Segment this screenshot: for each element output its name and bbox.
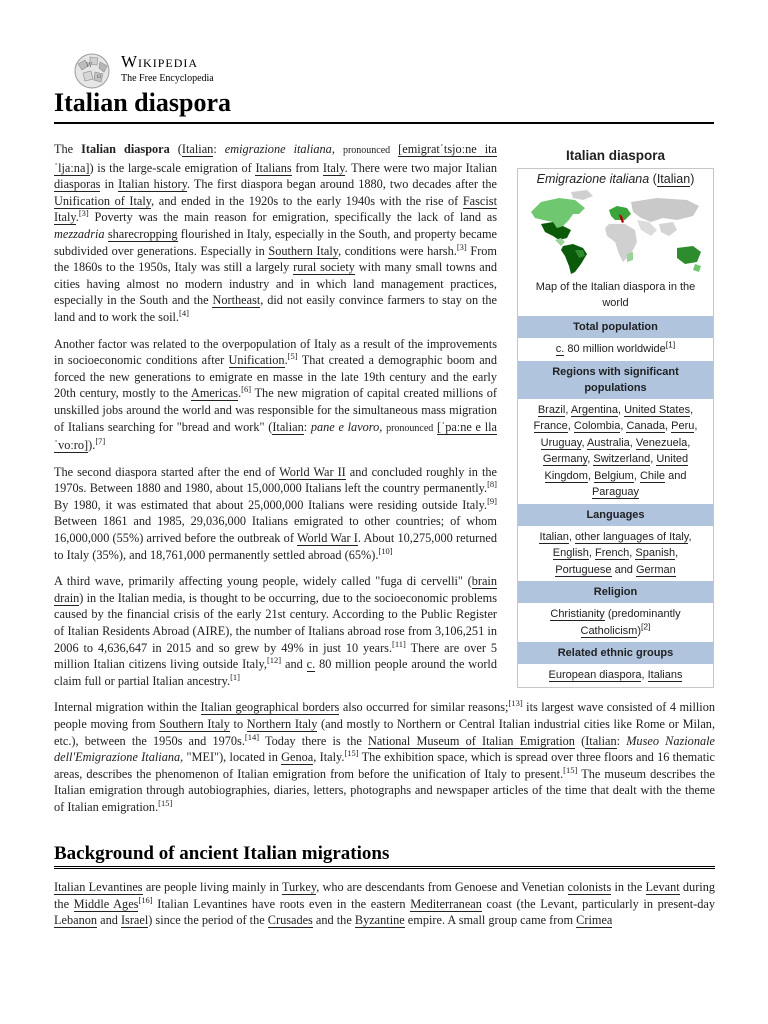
pronounced-label: pronounced xyxy=(386,422,434,434)
link-italy[interactable]: Italy xyxy=(322,160,345,175)
link-italians[interactable]: Italians xyxy=(255,160,292,175)
link-lebanon[interactable]: Lebanon xyxy=(54,913,98,928)
link-diasporas[interactable]: diasporas xyxy=(54,177,101,192)
citation-link[interactable]: [15] xyxy=(158,797,173,808)
citation-link[interactable]: [14] xyxy=(244,731,260,742)
language-link[interactable]: French xyxy=(595,547,630,559)
link-italian-language[interactable]: Italian xyxy=(181,142,214,156)
link-italian-language[interactable]: Italian xyxy=(272,419,304,434)
region-link[interactable]: Uruguay xyxy=(540,436,582,449)
infobox-religion-value: Christianity (predominantly Catholicism)[2] xyxy=(550,608,681,637)
region-link[interactable]: Chile xyxy=(639,469,666,482)
wikipedia-tagline: The Free Encyclopedia xyxy=(121,73,214,84)
citation-link[interactable]: [1] xyxy=(665,339,676,350)
link-world-war-ii[interactable]: World War II xyxy=(279,464,346,479)
link-italian-geographical-borders[interactable]: Italian geographical borders xyxy=(200,700,340,715)
svg-text:Ω: Ω xyxy=(97,74,102,80)
bold-term: Italian diaspora xyxy=(81,142,170,156)
link-turkey[interactable]: Turkey xyxy=(281,880,317,895)
citation-link[interactable]: [12] xyxy=(266,655,282,666)
region-link[interactable]: Venezuela xyxy=(635,436,688,449)
infobox-regions-list: Brazil, Argentina, United States, France, Colombia, Canada, Peru, Uruguay, Australia, Venezuela, Germany, Switzerland, United Kingdom, Belgium, Chile and Paraguay xyxy=(533,403,698,498)
link-crimea[interactable]: Crimea xyxy=(576,913,613,928)
region-link[interactable]: Australia xyxy=(586,436,630,449)
infobox-header-regions: Regions with significant populations xyxy=(518,361,713,399)
citation-link[interactable]: [9] xyxy=(487,495,497,506)
paragraph-second-diaspora: The second diaspora started after the end of World War II and concluded roughly in the 1970s. Between 1880 and 1980, about 15,000,000 Italians left the country permanently.[8] By 1980, it was estimated that about 25,000,000 Italians were residing outside Italy.[9] Between 1861 and 1985, 29,036,000 Italians emigrated to other countries; of whom 16,000,000 (55%) arrived before the outbreak of World War I. About 10,275,000 returned to Italy (35%), and 18,761,000 permanently settled abroad (65%).[10] xyxy=(54,464,497,562)
citation-link[interactable]: [1] xyxy=(230,671,240,682)
citation-link[interactable]: [8] xyxy=(487,479,497,490)
section-heading-background: Background of ancient Italian migrations xyxy=(54,846,715,870)
link-unification[interactable]: Unification xyxy=(228,353,285,368)
infobox-native-name: Emigrazione italiana (Italian) xyxy=(536,172,695,186)
region-link[interactable]: Germany xyxy=(542,453,588,465)
citation-link[interactable]: [4] xyxy=(179,307,189,318)
infobox xyxy=(517,146,714,688)
link-americas[interactable]: Americas xyxy=(190,386,239,401)
citation-link[interactable]: [16] xyxy=(138,894,153,905)
link-sharecropping[interactable]: sharecropping xyxy=(107,226,178,241)
ipa-pronunciation[interactable]: [emigratˈtsjoːne itaˈljaːna] xyxy=(54,142,498,175)
related-link[interactable]: Italians xyxy=(647,669,683,681)
link-middle-ages[interactable]: Middle Ages xyxy=(73,896,139,911)
region-link[interactable]: Argentina xyxy=(570,403,618,416)
citation-link[interactable]: [15] xyxy=(563,764,578,775)
language-link[interactable]: Italian xyxy=(539,530,569,543)
citation-link[interactable]: [2] xyxy=(641,620,651,631)
link-italian-language[interactable]: Italian xyxy=(656,172,691,186)
paragraph-internal-migration: Internal migration within the Italian geographical borders also occurred for similar reasons;[13] its largest wave consisted of 4 million people moving from Southern Italy to Northern Italy (and mostly to Northern or Central Italian industrial cities like Rome or Milan, etc.), between the 1950s and 1970s.[14] Today there is the National Museum of Italian Emigration (Italian: Museo Nazionale dell'Emigrazione Italiana, "MEI"), located in Genoa, Italy.[15] The exhibition space, which is spread over three floors and 16 thematic areas, describes the phenomenon of Italian emigration from before the unification of Italy to present.[15] The museum describes the Italian emigration through autobiographies, diaries, letters, photographs and newspaper articles of the time that dealt with the theme of Italian emigration.[15] xyxy=(54,698,716,814)
wikipedia-globe-logo[interactable] xyxy=(70,52,114,90)
region-link[interactable]: Colombia xyxy=(573,420,621,432)
link-rural-society[interactable]: rural society xyxy=(293,260,355,275)
infobox-related-list: European diaspora, Italians xyxy=(548,669,683,681)
region-link[interactable]: Brazil xyxy=(537,403,566,416)
infobox-header-related: Related ethnic groups xyxy=(518,642,713,664)
link-italian-language[interactable]: Italian xyxy=(585,733,617,748)
link-mediterranean[interactable]: Mediterranean xyxy=(410,896,482,911)
infobox-table xyxy=(517,168,714,688)
link-unification-of-italy[interactable]: Unification of Italy xyxy=(54,193,152,208)
citation-link[interactable]: [7] xyxy=(95,436,106,446)
pronounced-label: pronounced xyxy=(342,145,391,156)
language-link[interactable]: other languages of Italy xyxy=(574,530,689,543)
link-fascist-italy[interactable]: Fascist Italy xyxy=(54,193,497,225)
region-link[interactable]: France xyxy=(533,420,568,432)
link-southern-italy[interactable]: Southern Italy xyxy=(268,243,339,258)
paragraph-intro: The Italian diaspora (Italian: emigrazione italiana, pronounced [emigratˈtsjoːne itaˈljaːna]) is the large-scale emigration of Italians from Italy. There were two major Italian diasporas in Italian history. The first diaspora began around 1880, two decades after the Unification of Italy, and ended in the 1920s to the early 1940s with the rise of Fascist Italy.[3] Poverty was the main reason for emigration, specifically the lack of land as mezzadria sharecropping flourished in Italy, especially in the South, and property became subdivided over generations. Especially in Southern Italy, conditions were harsh.[3] From the 1860s to the 1950s, Italy was still a largely rural society with many small towns and cities having almost no modern industry and in which land management practices, especially in the South and the Northeast, did not easily convince farmers to stay on the land and to work the soil.[4] xyxy=(54,142,498,324)
language-link[interactable]: English xyxy=(552,547,589,559)
paragraph-levantines: Italian Levantines are people living mainly in Turkey, who are descendants from Genoese and Venetian colonists in the Levant during the Middle Ages[16] Italian Levantines have roots even in the eastern Mediterranean coast (the Levant, particularly in present-day Lebanon and Israel) since the period of the Crusades and the Byzantine empire. A small group came from Crimea xyxy=(54,880,716,928)
region-link[interactable]: Belgium xyxy=(594,469,634,482)
diaspora-world-map[interactable] xyxy=(527,190,705,274)
citation-link[interactable]: [10] xyxy=(378,545,393,556)
infobox-map-caption: Map of the Italian diaspora in the world xyxy=(535,281,696,309)
citation-link[interactable]: [5] xyxy=(287,351,298,362)
link-circa[interactable]: c. xyxy=(555,343,565,355)
infobox-population-value: c. 80 million worldwide[1] xyxy=(555,339,676,355)
region-link[interactable]: Canada xyxy=(626,420,666,432)
link-brain-drain[interactable]: brain drain xyxy=(54,574,497,605)
citation-link[interactable]: [3] xyxy=(78,208,89,219)
link-colonists[interactable]: colonists xyxy=(567,880,612,895)
link-northeast[interactable]: Northeast xyxy=(212,293,261,308)
infobox-header-religion: Religion xyxy=(518,581,713,603)
link-israel[interactable]: Israel xyxy=(120,913,149,928)
svg-text:W: W xyxy=(86,62,93,69)
wikipedia-wordmark[interactable]: Wikipedia xyxy=(121,52,199,71)
region-link[interactable]: Paraguay xyxy=(591,486,640,498)
infobox-title: Italian diaspora xyxy=(565,148,666,163)
citation-link[interactable]: [13] xyxy=(508,698,523,709)
link-italian-levantines[interactable]: Italian Levantines xyxy=(54,880,143,895)
related-link[interactable]: European diaspora xyxy=(548,669,642,681)
paragraph-third-wave: A third wave, primarily affecting young people, widely called "fuga di cervelli" (brain drain) in the Italian media, is thought to be occurring, due to the socioeconomic problems caused by the financial crisis of the early 21st century. According to the Public Register of Italian Residents Abroad (AIRE), the number of Italians abroad rose from 3,106,251 in 2006 to 4,636,647 in 2015 and so grew by 49% in just 10 years.[11] There are over 5 million Italian citizens living outside Italy,[12] and c. 80 million people around the world claim full or partial Italian ancestry.[1] xyxy=(54,574,497,688)
link-catholicism[interactable]: Catholicism xyxy=(580,624,638,637)
link-national-museum[interactable]: National Museum of Italian Emigration xyxy=(367,733,575,748)
infobox-header-population: Total population xyxy=(518,316,713,338)
region-link[interactable]: United States xyxy=(624,403,691,416)
link-levant[interactable]: Levant xyxy=(645,880,680,895)
infobox-header-languages: Languages xyxy=(518,504,713,526)
citation-link[interactable]: [11] xyxy=(392,638,406,649)
citation-link[interactable]: [15] xyxy=(344,748,359,759)
infobox-languages-list: Italian, other languages of Italy, English, French, Spanish, Portuguese and German xyxy=(539,530,692,576)
link-crusades[interactable]: Crusades xyxy=(267,913,313,928)
language-link[interactable]: Portuguese xyxy=(555,563,612,576)
citation-link[interactable]: [3] xyxy=(456,241,467,252)
region-link[interactable]: United Kingdom xyxy=(544,453,689,482)
citation-link[interactable]: [6] xyxy=(241,384,252,395)
link-southern-italy[interactable]: Southern Italy xyxy=(159,717,230,731)
page-title: Italian diaspora xyxy=(54,88,714,124)
ipa-pronunciation[interactable]: [ˈpaːne e llaˈvoːro] xyxy=(54,419,497,453)
paragraph-overpopulation: Another factor was related to the overpopulation of Italy as a result of the improvements in socioeconomic conditions after Unification.[5] That created a demographic boom and forced the new generations to emigrate en masse in the late 19th century and the early 20th century, mostly to the Americas.[6] The new migration of capital created millions of unskilled jobs around the world and was responsible for the simultaneous mass migration of Italians searching for "bread and work" (Italian: pane e lavoro, pronounced [ˈpaːne e llaˈvoːro]).[7] xyxy=(54,336,497,453)
link-northern-italy[interactable]: Northern Italy xyxy=(246,717,318,731)
link-christianity[interactable]: Christianity xyxy=(550,608,605,620)
link-genoa[interactable]: Genoa xyxy=(281,750,314,765)
link-italian-history[interactable]: Italian history xyxy=(118,177,187,192)
infobox-map[interactable] xyxy=(518,188,713,277)
language-link[interactable]: Spanish xyxy=(635,547,676,559)
region-link[interactable]: Peru xyxy=(671,420,695,432)
link-circa[interactable]: c. xyxy=(306,657,316,672)
link-byzantine[interactable]: Byzantine xyxy=(354,913,405,928)
language-link[interactable]: German xyxy=(635,563,676,576)
region-link[interactable]: Switzerland xyxy=(593,453,651,465)
link-world-war-i[interactable]: World War I xyxy=(296,531,358,546)
